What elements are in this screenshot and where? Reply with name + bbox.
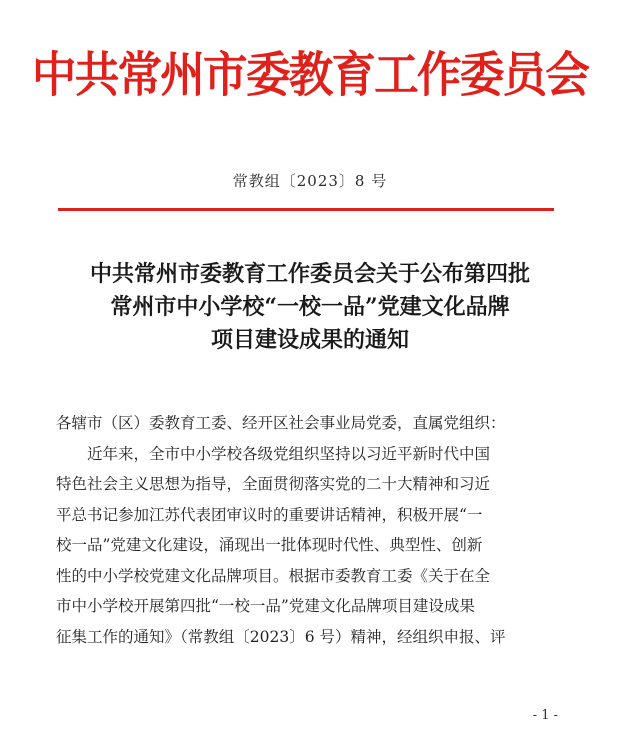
title-line: 中共常州市委教育工作委员会关于公布第四批	[89, 261, 530, 287]
document-body	[56, 408, 568, 652]
document-number: 常教组〔2023〕8 号	[232, 172, 388, 190]
paragraph-line: 特色社会主义思想为指导，全面贯彻落实党的二十大精神和习近	[56, 475, 491, 493]
paragraph-line: 校一品”党建文化建设，涌现出一批体现时代性、典型性、创新	[56, 536, 483, 554]
title-line: 常州市中小学校“一校一品”党建文化品牌	[110, 294, 510, 320]
body-paragraph	[56, 439, 568, 653]
paragraph-line: 性的中小学校党建文化品牌项目。根据市委教育工委《关于在全	[56, 566, 491, 585]
paragraph-line: 平总书记参加江苏代表团审议时的重要讲话精神，积极开展“一	[56, 505, 483, 524]
red-divider-line	[58, 208, 554, 211]
paragraph-line: 市中小学校开展第四批“一校一品”党建文化品牌项目建设成果	[56, 597, 475, 615]
page-number: - 1 -	[532, 708, 558, 723]
paragraph-line: 征集工作的通知》（常教组〔2023〕6 号）精神，经组织申报、评	[56, 627, 506, 646]
document-title	[40, 258, 580, 357]
masthead-org-name: 中共常州市委教育工作委员会	[31, 47, 589, 103]
paragraph-line: 近年来，全市中小学校各级党组织坚持以习近平新时代中国	[87, 444, 491, 463]
salutation: 各辖市（区）委教育工委、经开区社会事业局党委，直属党组织：	[56, 414, 506, 432]
title-line: 项目建设成果的通知	[210, 327, 409, 353]
